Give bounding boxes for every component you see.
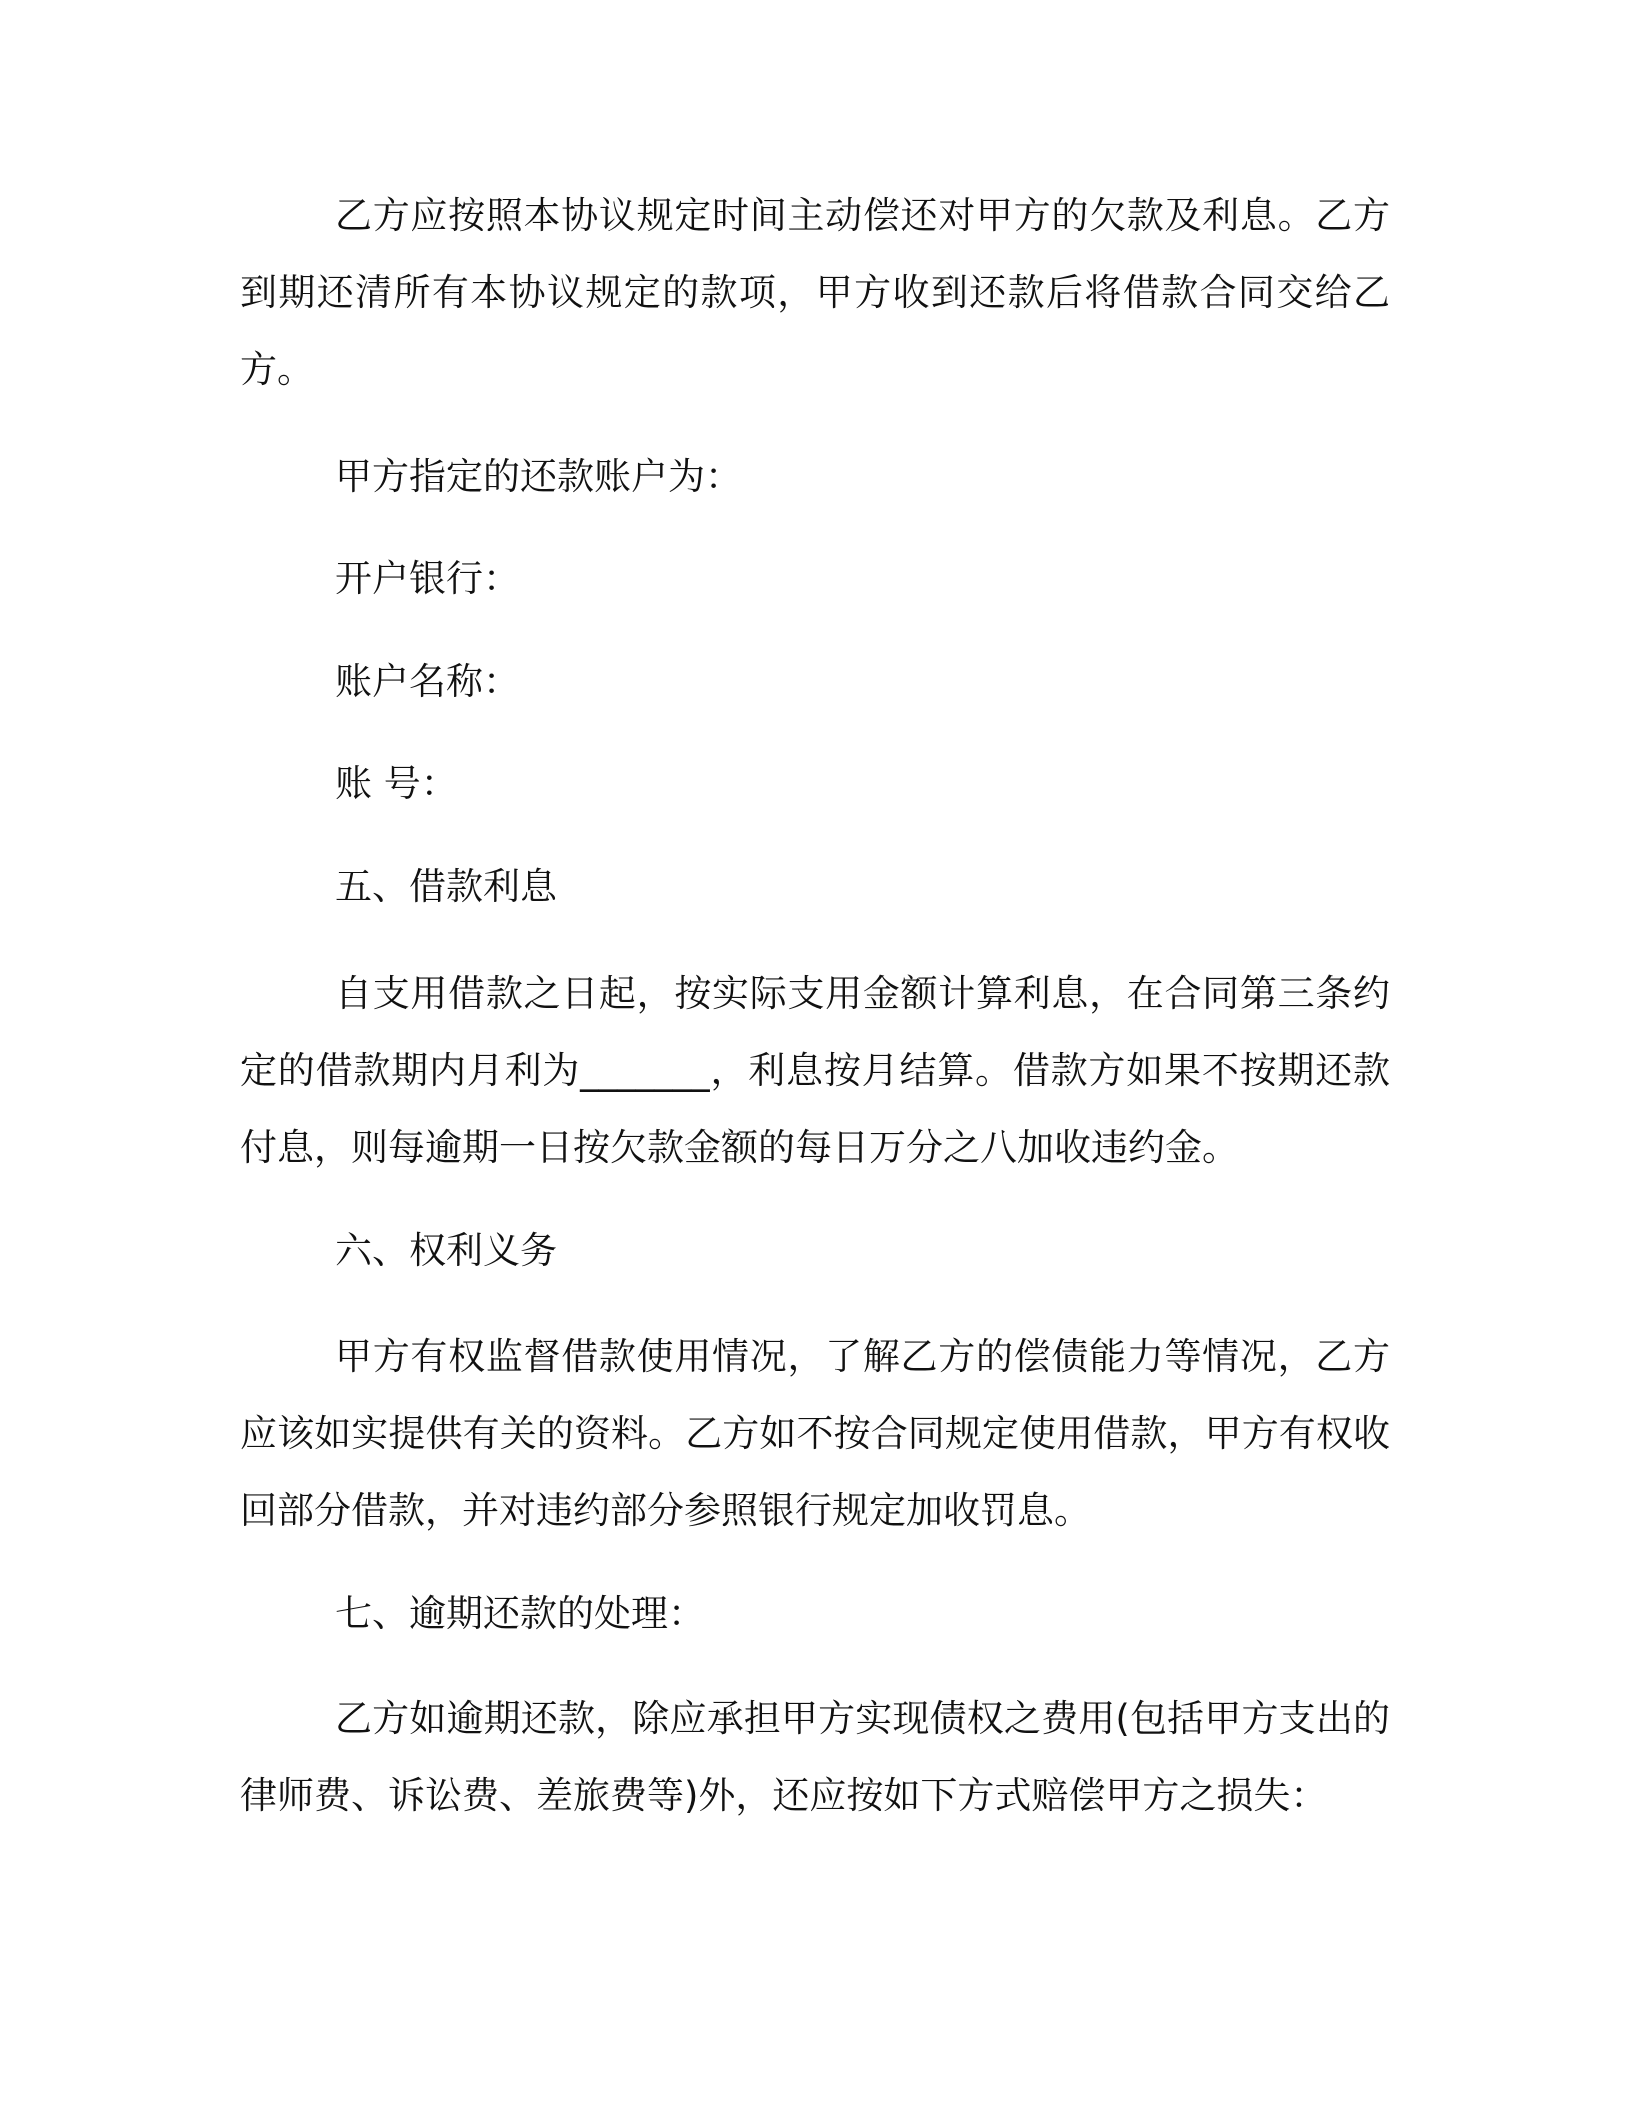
section-heading-rights: 六、权利义务 — [335, 1229, 557, 1272]
interest-paragraph: 自支用借款之日起，按实际支用金额计算利息，在合同第三条约定的借款期内月利为_______，利息按月结算。借款方如果不按期还款付息，则每逾期一日按欠款金额的每日万分之八加收违约金。 — [240, 972, 1390, 1169]
rights-paragraph: 甲方有权监督借款使用情况，了解乙方的偿债能力等情况，乙方应该如实提供有关的资料。乙方如不按合同规定使用借款，甲方有权收回部分借款，并对违约部分参照银行规定加收罚息。 — [240, 1335, 1390, 1532]
account-name-field: 账户名称： — [335, 660, 520, 703]
section-heading-interest: 五、借款利息 — [335, 865, 557, 908]
bank-name-field: 开户银行： — [335, 557, 520, 600]
repayment-account-intro: 甲方指定的还款账户为： — [335, 455, 742, 498]
account-number-field: 账 号： — [335, 762, 458, 805]
repayment-obligation-paragraph: 乙方应按照本协议规定时间主动偿还对甲方的欠款及利息。乙方到期还清所有本协议规定的款项，甲方收到还款后将借款合同交给乙方。 — [240, 194, 1390, 391]
section-heading-overdue: 七、逾期还款的处理： — [335, 1592, 705, 1635]
overdue-paragraph: 乙方如逾期还款，除应承担甲方实现债权之费用(包括甲方支出的律师费、诉讼费、差旅费等)外，还应按如下方式赔偿甲方之损失： — [240, 1697, 1390, 1817]
